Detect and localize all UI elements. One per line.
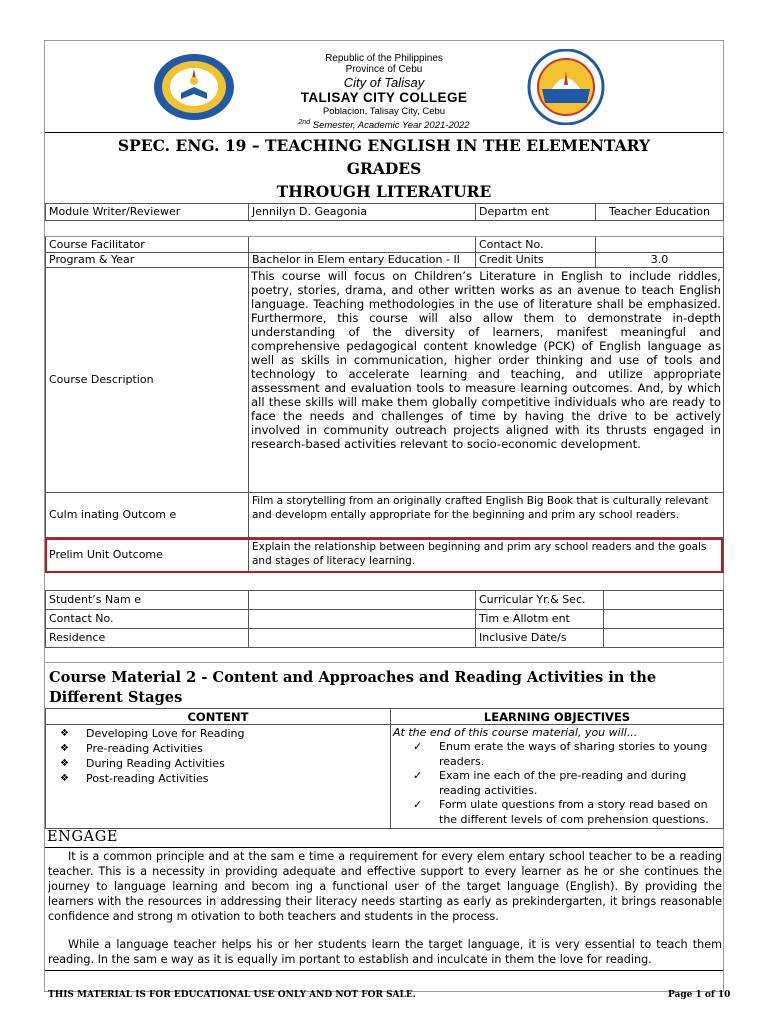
engage-divider <box>45 847 723 848</box>
writer-label: Module Writer/Reviewer <box>46 204 249 221</box>
table-row <box>46 709 724 725</box>
header-address: Poblacion, Talisay City, Cebu <box>322 106 446 117</box>
list-item: ❖ Post-reading Activities <box>60 772 209 785</box>
checkmark-icon: ✓ <box>413 740 423 753</box>
header-college-name: TALISAY CITY COLLEGE <box>300 90 468 105</box>
student-contact-label: Contact No. <box>46 610 249 629</box>
time-allotment-field[interactable] <box>604 610 724 629</box>
table-row <box>46 237 724 253</box>
course-title: SPEC. ENG. 19 – TEACHING ENGLISH IN THE ELEMENTARY GRADES THROUGH LITERATURE <box>117 136 651 201</box>
credit-value: 3.0 <box>596 253 724 268</box>
curricular-label: Curricular Yr.& Sec. <box>476 591 604 610</box>
list-item: ❖ During Reading Activities <box>60 757 225 770</box>
writer-value: Jennilyn D. Geagonia <box>249 204 476 221</box>
header-divider <box>45 132 723 133</box>
table-row <box>46 610 724 629</box>
content-objectives-table <box>45 708 724 829</box>
objectives-header: LEARNING OBJECTIVES <box>391 709 724 725</box>
culminating-value: Film a storytelling from an originally crafted English Big Book that is culturally relevant and developm entally appropriate for the beginning and prim ary school readers. <box>249 493 724 538</box>
college-seal-logo <box>153 53 235 121</box>
prelim-highlight-box <box>45 538 723 573</box>
footer-notice: THIS MATERIAL IS FOR EDUCATIONAL USE ONLY AND NOT FOR SALE. <box>48 990 416 1000</box>
time-allotment-label: Tim e Allotm ent <box>476 610 604 629</box>
facilitator-label: Course Facilitator <box>46 237 249 253</box>
document-header <box>45 41 723 132</box>
prelim-label: Prelim Unit Outcome <box>46 538 249 573</box>
header-semester: $^{2nd}$ Semester, Academic Year 2021-2022 <box>298 119 470 132</box>
diamond-bullet-icon: ❖ <box>60 773 69 784</box>
student-name-field[interactable] <box>249 591 476 610</box>
credit-label: Credit Units <box>476 253 596 268</box>
objectives-cell <box>391 725 724 829</box>
city-seal-logo <box>527 49 605 125</box>
header-republic: Republic of the Philippines <box>325 53 443 64</box>
course-material-title: Course Material 2 - Content and Approaches and Reading Activities in the Different Stages <box>49 669 657 706</box>
table-row <box>46 493 724 538</box>
table-row <box>46 221 724 237</box>
table-row <box>46 253 724 268</box>
program-value: Bachelor in Elem entary Education - II <box>249 253 476 268</box>
dates-label: Inclusive Date/s <box>476 629 604 648</box>
prelim-value: Explain the relationship between beginning and prim ary school readers and the goals and stages of literacy learning. <box>249 538 724 573</box>
diamond-bullet-icon: ❖ <box>60 758 69 769</box>
content-list <box>46 725 390 786</box>
table-row <box>46 591 724 610</box>
diamond-bullet-icon: ❖ <box>60 728 69 739</box>
contact-label: Contact No. <box>476 237 596 253</box>
department-label: Departm ent <box>476 204 596 221</box>
table-row <box>46 725 724 829</box>
document-page <box>44 40 724 992</box>
contact-value <box>596 237 724 253</box>
student-contact-field[interactable] <box>249 610 476 629</box>
content-bottom-divider <box>45 970 723 971</box>
list-item: ❖ Developing Love for Reading <box>60 727 245 740</box>
facilitator-value <box>249 237 476 253</box>
diamond-bullet-icon: ❖ <box>60 743 69 754</box>
engage-heading: ENGAGE <box>47 829 119 845</box>
culminating-label: Culm inating Outcom e <box>46 493 249 538</box>
student-info-table <box>45 590 724 648</box>
list-item: ❖ Pre-reading Activities <box>60 742 203 755</box>
residence-label: Residence <box>46 629 249 648</box>
table-row <box>46 268 724 493</box>
dates-field[interactable] <box>604 629 724 648</box>
header-city: City of Talisay <box>343 75 425 90</box>
page-number: Page 1 of 10 <box>668 990 731 1000</box>
table-row <box>46 204 724 221</box>
engage-paragraph-1: It is a common principle and at the sam e time a requirement for every elem entary school teacher to be a reading teacher. This is a necessity in providing adequate and effective support to every learner as he or she continues the journey to language learning and becom ing a functional user of the target language (English). By providing the learners with the resources in addressing their literacy needs starting as early as prekindergarten, it brings reasonable confidence and strong m otivation to both teachers and students in the process. <box>48 850 722 923</box>
list-item: ✓ Form ulate questions from a story read based on the different levels of com prehension questions. <box>413 798 709 826</box>
course-info-table <box>45 203 724 573</box>
student-name-label: Student’s Nam e <box>46 591 249 610</box>
checkmark-icon: ✓ <box>413 798 423 812</box>
list-item: ✓ Enum erate the ways of sharing stories to young readers. <box>413 740 708 768</box>
engage-paragraph-2: While a language teacher helps his or her students learn the target language, it is very essential to teach them reading. In the sam e way as it is equally im portant to establish and inculcate in them the love for reading. <box>48 938 722 966</box>
program-label: Program & Year <box>46 253 249 268</box>
list-item: ✓ Exam ine each of the pre-reading and during reading activities. <box>413 769 687 797</box>
objectives-list <box>393 740 721 828</box>
section-divider <box>45 662 723 663</box>
checkmark-icon: ✓ <box>413 769 423 783</box>
description-value: This course will focus on Children’s Literature in English to include riddles, poetry, stories, drama, and other written works as an avenue to teach English language. Teaching methodologies in the use of literature shall be emphasized. Furthermore, this course will also allow them to demonstrate in-depth understanding of the diversity of learners, manifest meaningful and comprehensive pedagogical content knowledge (PCK) of English language as well as skills in communication, higher order thinking and use of tools and technology to accelerate learning and teaching, and utilize appropriate assessment and evaluation tools to measure learning outcomes. And, by which all these skills will make them globally competitive individuals who are ready to face the needs and challenges of time by having the drive to be actively involved in community outreach projects aligned with its thrusts engaged in research-based activities relevant to socio-economic development. <box>249 268 724 493</box>
description-label: Course Description <box>46 268 249 493</box>
department-value: Teacher Education <box>596 204 724 221</box>
content-header: CONTENT <box>46 709 391 725</box>
content-cell <box>46 725 391 829</box>
table-row <box>46 629 724 648</box>
curricular-field[interactable] <box>604 591 724 610</box>
residence-field[interactable] <box>249 629 476 648</box>
objectives-intro: At the end of this course material, you will... <box>393 726 638 739</box>
header-province: Province of Cebu <box>345 64 423 75</box>
